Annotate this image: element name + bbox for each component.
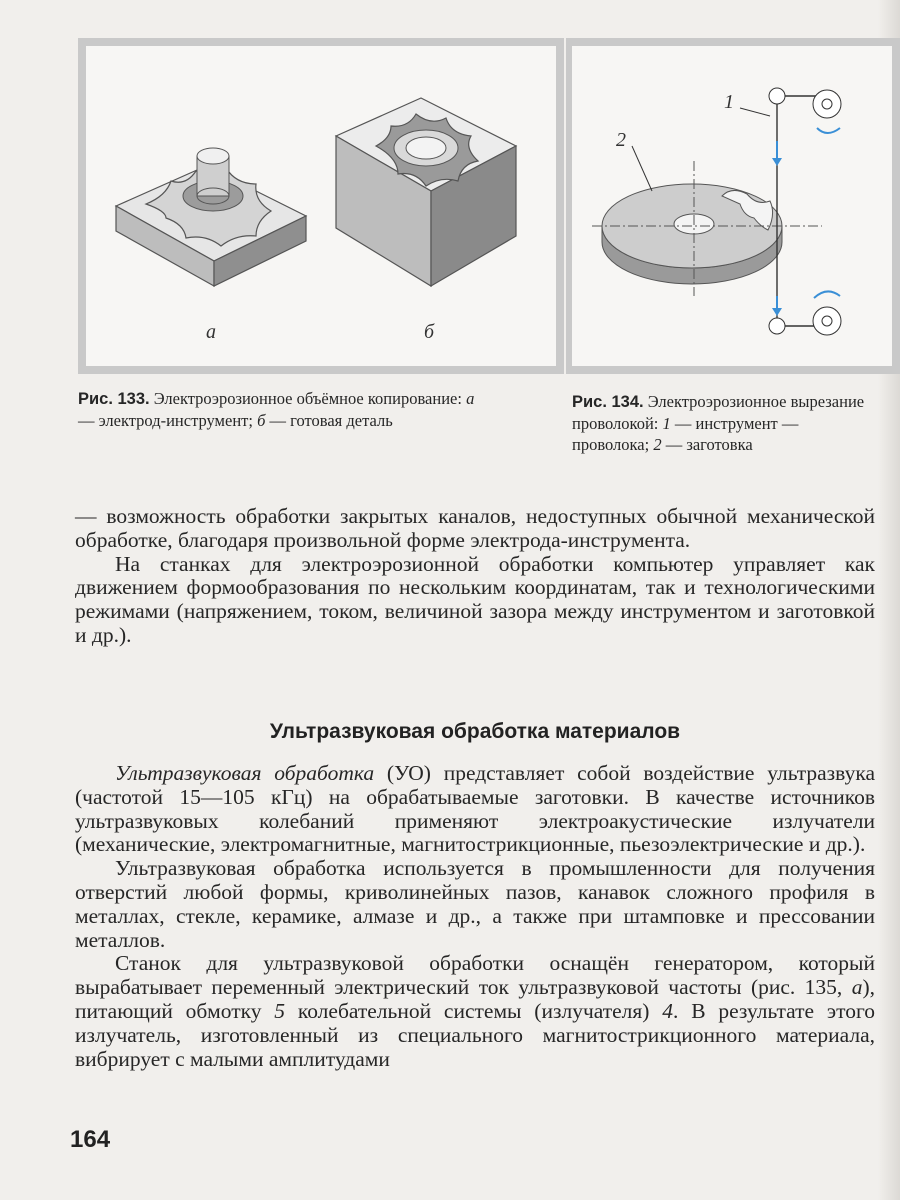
- figure-134-caption: [572, 391, 872, 455]
- label-b: б: [424, 321, 435, 343]
- caption-133-number: Рис. 133.: [78, 390, 150, 408]
- paragraph-2: На станках для электроэрозионной обработки компьютер управляет как движением формообразования по нескольким координатам, так и технологическими режимами (напряжением, током, величиной зазора между инструментом и заготовкой и др.).: [75, 551, 875, 647]
- paragraph-5-c: колебательной системы (излучателя): [285, 998, 663, 1023]
- caption-134-2-text: — заготовка: [661, 435, 753, 454]
- caption-133-text: Электроэрозионное объёмное копирование:: [149, 389, 467, 408]
- caption-134-1-text: — инструмент — проволока;: [572, 414, 799, 454]
- paragraph-5-num4: 4: [662, 998, 674, 1023]
- section-heading: Ультразвуковая обработка материалов: [269, 720, 681, 743]
- caption-134-text: Электроэрозионное вырезание проволокой:: [572, 392, 865, 433]
- caption-133-b-text: — готовая деталь: [265, 411, 393, 430]
- paragraph-5-num5: 5: [274, 998, 286, 1023]
- text-block-2: [75, 762, 875, 1071]
- figure-133: [78, 38, 564, 374]
- label-1: 1: [724, 91, 734, 113]
- figure-133-caption: [78, 388, 478, 431]
- label-a: а: [206, 321, 216, 343]
- paragraph-3-rest: (УО) представляет собой воздействие ультразвука (частотой 15—105 кГц) на обрабатываемые заготовки. В качестве источников ультразвуковых колебаний применяют электроакустические излучатели (механические, электромагнитные, магнитострикционные, пьезоэлектрические и др.).: [75, 761, 875, 857]
- wire-cutting-illustration: [572, 46, 892, 366]
- caption-133-b: б: [257, 411, 266, 430]
- caption-134-1: 1: [662, 414, 671, 433]
- paragraph-1: — возможность обработки закрытых каналов, недоступных обычной механической обработке, благодаря произвольной форме электрода-инструмента.: [75, 504, 875, 552]
- paragraph-3-term: Ультразвуковая обработка: [115, 761, 375, 785]
- paragraph-5-b: ), питающий обмотку: [75, 975, 875, 1023]
- caption-133-a: а: [466, 389, 475, 408]
- label-2: 2: [616, 129, 626, 151]
- text-block-1: [75, 505, 875, 648]
- figure-134: [566, 38, 900, 374]
- caption-133-a-text: — электрод-инструмент;: [78, 411, 258, 430]
- paragraph-5: [75, 952, 875, 1071]
- caption-134-number: Рис. 134.: [572, 393, 644, 411]
- paragraph-3: [75, 762, 875, 857]
- paragraph-5-a: Станок для ультразвуковой обработки оснащён генератором, который вырабатывает переменный электрический ток ультразвуковой частоты (рис. 135,: [75, 951, 875, 1000]
- paragraph-4: Ультразвуковая обработка используется в промышленности для получения отверстий любой формы, криволинейных пазов, канавок сложного профиля в металлах, стекле, керамике, алмазе и др., а также при штамповке и прессовании металлов.: [75, 856, 875, 952]
- electrode-illustration: [86, 46, 556, 366]
- paragraph-5-a-em: а: [851, 975, 863, 1000]
- paragraph-5-d: . В результате этого излучатель, изготовленный из специального магнитострикционного материала, вибрирует с малыми амплитудами: [75, 998, 875, 1071]
- caption-134-2: 2: [653, 435, 662, 454]
- page-number: 164: [70, 1126, 111, 1153]
